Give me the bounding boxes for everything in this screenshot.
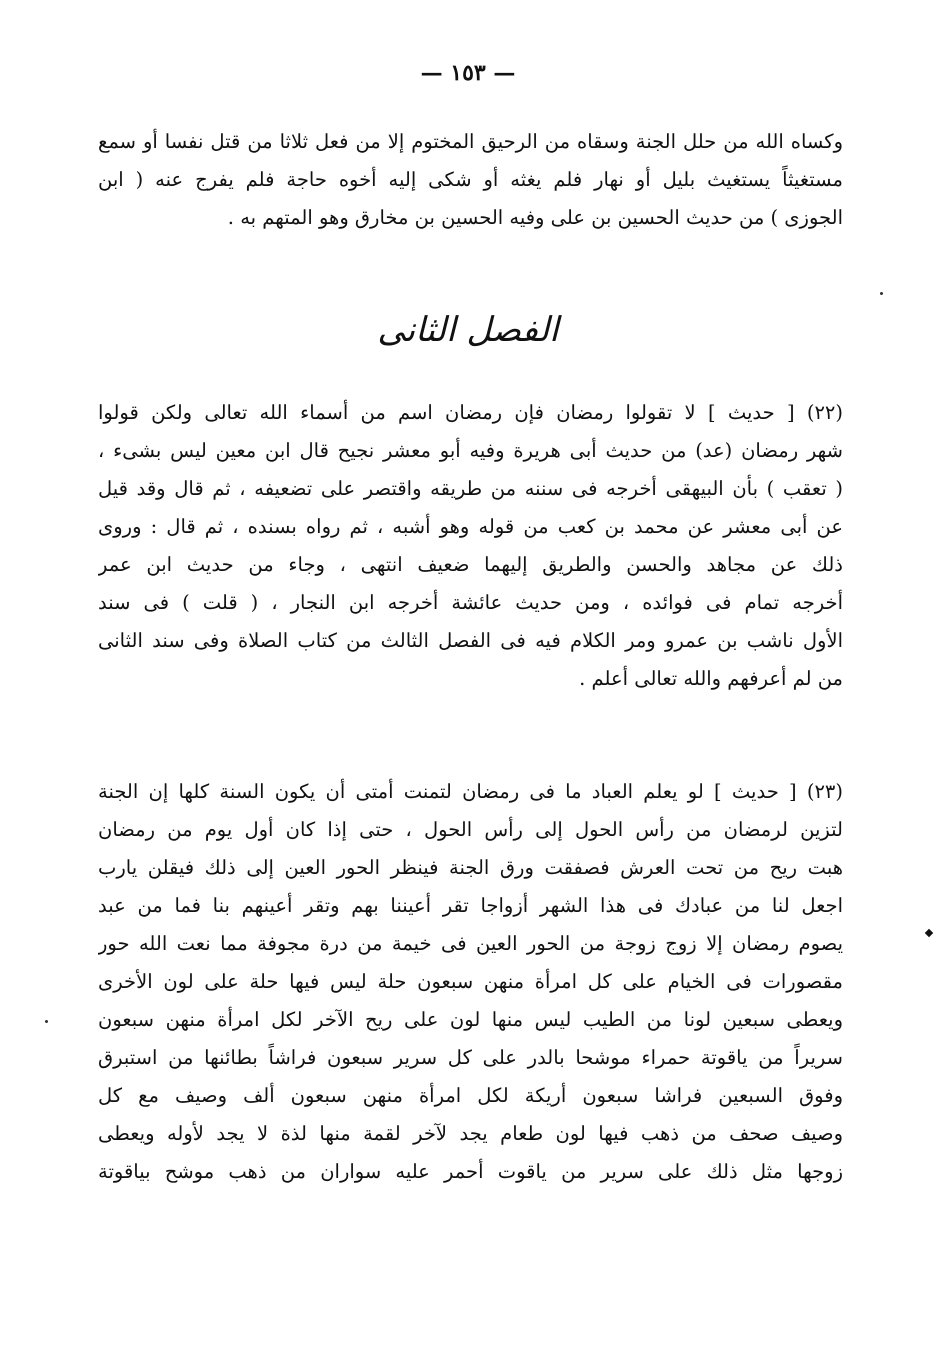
text-line: (٢٢) [ حديث ] لا تقولوا رمضان فإن رمضان اسم من أسماء الله تعالى ولكن قولوا [98, 401, 843, 424]
text-line: مقصورات فى الخيام على كل امرأة منهن سبعون حلة ليس فيها حلة على لون الأخرى [98, 970, 843, 993]
text-line: ذلك عن مجاهد والحسن والطريق إليهما ضعيف انتهى ، وجاء من حديث ابن عمر [98, 553, 843, 576]
text-line: شهر رمضان (عد) من حديث أبى هريرة وفيه أبو معشر نجيح قال ابن معين ليس بشىء ، [98, 439, 843, 462]
text-line: مستغيثاً يستغيث بليل أو نهار فلم يغثه أو شكى إليه أخوه حاجة فلم يفرج عنه ( ابن [98, 168, 843, 191]
text-line: (٢٣) [ حديث ] لو يعلم العباد ما فى رمضان لتمنت أمتى أن يكون السنة كلها إن الجنة [98, 780, 843, 803]
hadith-23-paragraph [98, 773, 843, 1191]
hadith-22-paragraph [98, 394, 843, 698]
text-line: زوجها مثل ذلك على سرير من ياقوت أحمر عليه سواران من ذهب موشح بياقوتة [98, 1160, 843, 1183]
text-line: اجعل لنا من عبادك فى هذا الشهر أزواجا تقر أعيننا بهم وتقر أعينهم بنا فما من عبد [98, 894, 843, 917]
text-line: أخرجه تمام فى فوائده ، ومن حديث عائشة أخرجه ابن النجار ، ( قلت ) فى سند [98, 591, 843, 614]
text-line: وكساه الله من حلل الجنة وسقاه من الرحيق المختوم إلا من فعل ثلاثا من قتل نفسا أو سمع [98, 130, 843, 153]
text-line: ( تعقب ) بأن البيهقى أخرجه فى سننه من طريقه واقتصر على تضعيفه ، ثم قال وقد قيل [98, 477, 843, 500]
text-line: لتزين لرمضان من رأس الحول إلى رأس الحول ، حتى إذا كان أول يوم من رمضان [98, 818, 843, 841]
text-line: وفوق السبعين فراشا سبعون أريكة لكل امرأة منهن سبعون ألف وصيف مع كل [98, 1084, 843, 1107]
text-line: هبت ريح من تحت العرش فصفقت ورق الجنة فينظر الحور العين إلى ذلك فيقلن يارب [98, 856, 843, 879]
margin-mark [925, 929, 933, 937]
text-line: الجوزى ) من حديث الحسين بن على وفيه الحسين بن مخارق وهو المتهم به . [227, 206, 843, 229]
text-line: من لم أعرفهم والله تعالى أعلم . [579, 667, 843, 690]
text-line: وصيف صحف من ذهب فيها لون طعام يجد لآخر لقمة منها لذة لا يجد لأوله ويعطى [98, 1122, 843, 1145]
text-line: عن أبى معشر عن محمد بن كعب من قوله وهو أشبه ، ثم رواه بسنده ، ثم قال : وروى [98, 515, 843, 538]
page-number: — ١٥٣ — [420, 60, 516, 86]
text-line: الأول ناشب بن عمرو ومر الكلام فيه فى الفصل الثالث من كتاب الصلاة وفى سند الثانى [98, 629, 843, 652]
scan-speck [45, 1020, 48, 1023]
scan-speck [880, 292, 883, 295]
text-line: ويعطى سبعين لونا من الطيب ليس منها لون على ريح الآخر لكل امرأة منهن سبعون [98, 1008, 843, 1031]
text-line: سريراً من ياقوتة حمراء موشحا بالدر على كل سرير سبعون فراشاً بطائنها من استبرق [98, 1046, 843, 1069]
intro-paragraph [98, 123, 843, 237]
text-line: يصوم رمضان إلا زوج زوجة من الحور العين فى خيمة من درة مجوفة مما نعت الله حور [98, 932, 843, 955]
section-heading: الفصل الثانى [377, 310, 559, 350]
